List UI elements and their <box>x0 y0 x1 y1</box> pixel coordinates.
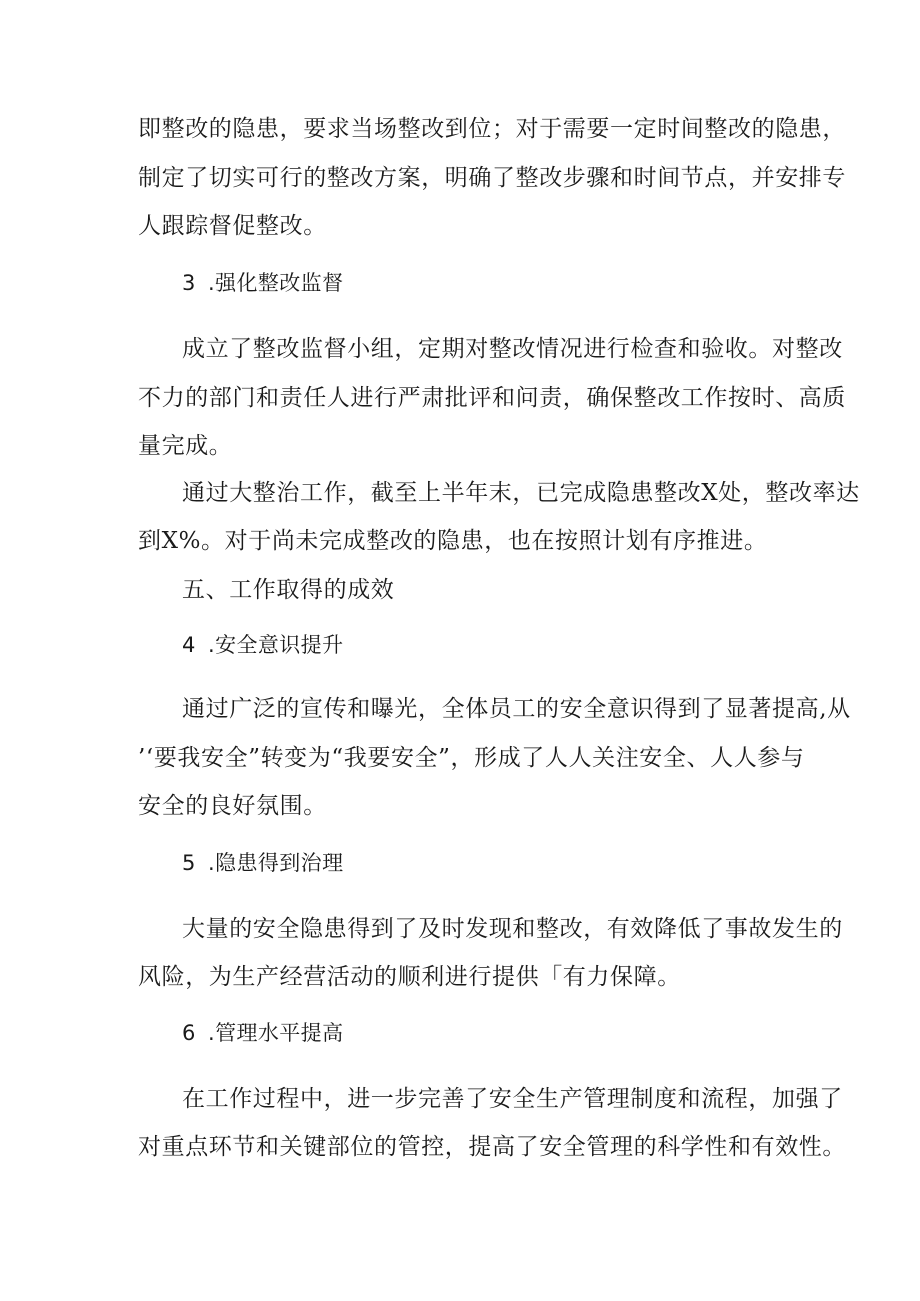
subheading-4 <box>182 630 343 660</box>
paragraph-line: 到X%。对于尚未完成整改的隐患，也在按照计划有序推进。 <box>138 528 768 554</box>
subheading-number: 4 <box>182 633 196 657</box>
subheading-text: .隐患得到治理 <box>208 851 344 875</box>
subheading-number: 5 <box>182 851 196 875</box>
paragraph-line: 不力的部门和责任人进行严肃批评和问责，确保整改工作按时、高质 <box>138 385 846 411</box>
paragraph-line: 安全的良好氛围。 <box>138 793 327 819</box>
paragraph-line: 量完成。 <box>138 433 233 459</box>
paragraph-line: 成立了整改监督小组，定期对整改情况进行检查和验收。对整改 <box>182 336 843 362</box>
paragraph-line: ’‘要我安全”转变为“我要安全”，形成了人人关注安全、人人参与 <box>138 745 805 771</box>
paragraph-line: 人跟踪督促整改。 <box>138 213 327 239</box>
subheading-text: .管理水平提高 <box>208 1021 344 1045</box>
subheading-3 <box>182 268 343 298</box>
paragraph-line: 通过大整治工作，截至上半年末，已完成隐患整改X处，整改率达 <box>182 480 860 506</box>
paragraph-line: 制定了切实可行的整改方案，明确了整改步骤和时间节点，并安排专 <box>138 165 846 191</box>
paragraph-line: 通过广泛的宣传和曝光，全体员工的安全意识得到了显著提高,从 <box>182 696 851 722</box>
subheading-number: 3 <box>182 271 196 295</box>
paragraph-line: 在工作过程中，进一步完善了安全生产管理制度和流程，加强了 <box>182 1086 843 1112</box>
subheading-text: .强化整改监督 <box>208 271 344 295</box>
subheading-number: 6 <box>182 1021 196 1045</box>
subheading-6 <box>182 1018 343 1048</box>
subheading-5 <box>182 848 343 878</box>
paragraph-line: 大量的安全隐患得到了及时发现和整改，有效降低了事故发生的 <box>182 916 843 942</box>
section-heading: 五、工作取得的成效 <box>182 577 395 603</box>
paragraph-line: 即整改的隐患，要求当场整改到位；对于需要一定时间整改的隐患， <box>138 116 846 142</box>
paragraph-line: 对重点环节和关键部位的管控，提高了安全管理的科学性和有效性。 <box>138 1134 846 1160</box>
subheading-text: .安全意识提升 <box>208 633 344 657</box>
paragraph-line: 风险，为生产经营活动的顺利进行提供「有力保障。 <box>138 964 681 990</box>
